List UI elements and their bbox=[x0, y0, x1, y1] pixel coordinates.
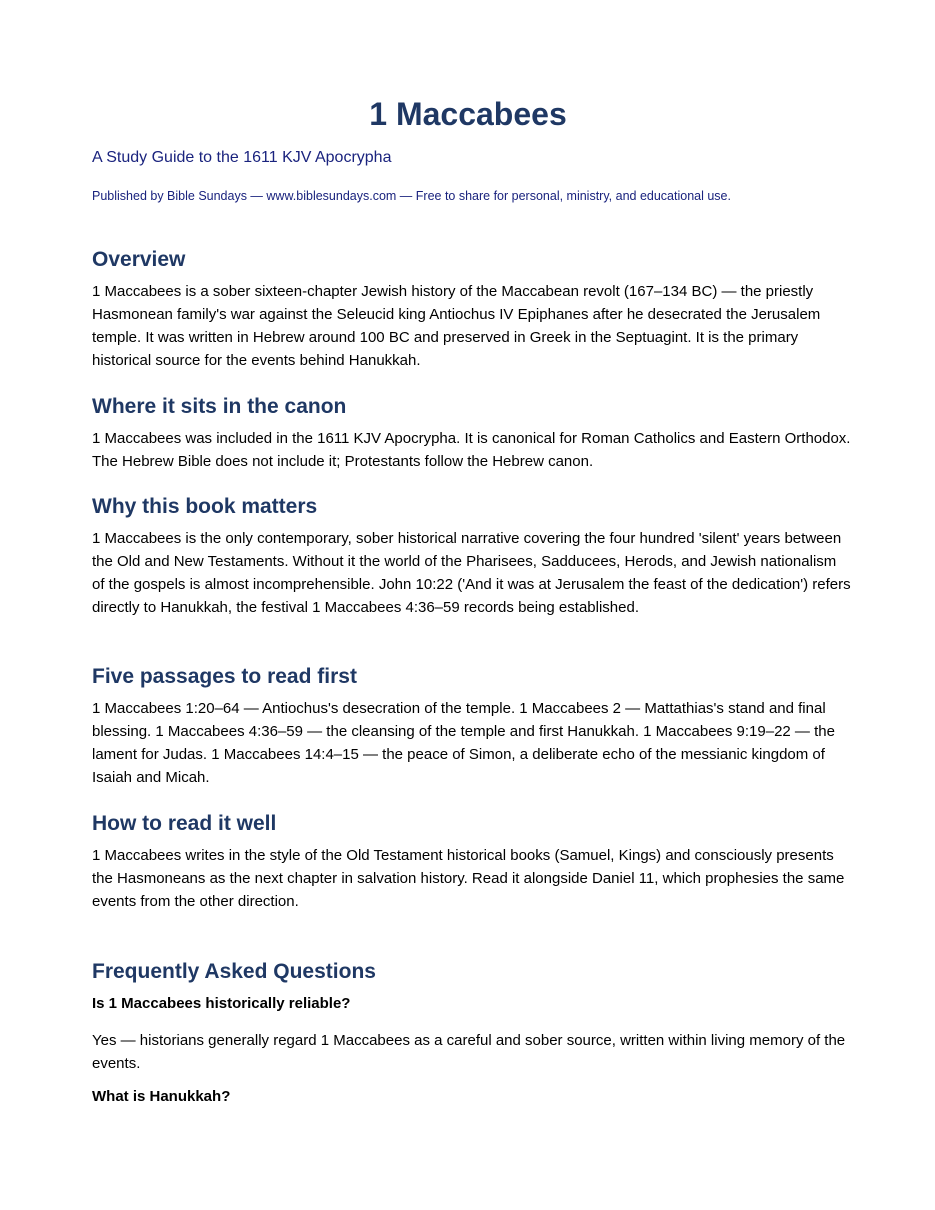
section-how-to-read bbox=[92, 811, 852, 913]
faq-section bbox=[92, 959, 852, 1107]
section-heading: Five passages to read first bbox=[92, 665, 357, 688]
section-body: 1 Maccabees 1:20–64 — Antiochus's desecration of the temple. 1 Maccabees 2 — Mattathias's stand and final blessing. 1 Maccabees 4:36–59 — the cleansing of the temple and first Hanukkah. 1 Maccabees 9:19–22 — the lament for Judas. 1 Maccabees 14:4–15 — the peace of Simon, a deliberate echo of the messianic kingdom of Isaiah and Micah. bbox=[92, 700, 835, 786]
faq-heading: Frequently Asked Questions bbox=[92, 960, 376, 983]
publisher-line: Published by Bible Sundays — www.biblesundays.com — Free to share for personal, ministry, and educational use. bbox=[92, 189, 731, 203]
section-canon bbox=[92, 394, 852, 473]
document-subtitle: A Study Guide to the 1611 KJV Apocrypha bbox=[92, 149, 392, 166]
section-body: 1 Maccabees is the only contemporary, sober historical narrative covering the four hundred 'silent' years between the Old and New Testaments. Without it the world of the Pharisees, Sadducees, Herods, and Jewish nationalism of the gospels is almost incomprehensible. John 10:22 ('And it was at Jerusalem the feast of the dedication') refers directly to Hanukkah, the festival 1 Maccabees 4:36–59 records being established. bbox=[92, 530, 851, 616]
faq-question: Is 1 Maccabees historically reliable? bbox=[92, 995, 351, 1012]
section-body: 1 Maccabees writes in the style of the Old Testament historical books (Samuel, Kings) and consciously presents the Hasmoneans as the next chapter in salvation history. Read it alongside Daniel 11, which prophesies the same events from the other direction. bbox=[92, 847, 845, 910]
section-why-it-matters bbox=[92, 494, 852, 619]
section-five-passages bbox=[92, 664, 852, 789]
faq-question: What is Hanukkah? bbox=[92, 1088, 231, 1105]
document-title: 1 Maccabees bbox=[369, 96, 567, 132]
section-overview bbox=[92, 247, 852, 372]
section-body: 1 Maccabees is a sober sixteen-chapter Jewish history of the Maccabean revolt (167–134 BC) — the priestly Hasmonean family's war against the Seleucid king Antiochus IV Epiphanes after he desecrated the Jerusalem temple. It was written in Hebrew around 100 BC and preserved in Greek in the Septuagint. It is the primary historical source for the events behind Hanukkah. bbox=[92, 283, 821, 369]
section-heading: Why this book matters bbox=[92, 495, 318, 518]
faq-answer: Yes — historians generally regard 1 Maccabees as a careful and sober source, written within living memory of the events. bbox=[92, 1032, 846, 1072]
section-heading: Where it sits in the canon bbox=[92, 395, 347, 418]
section-body: 1 Maccabees was included in the 1611 KJV Apocrypha. It is canonical for Roman Catholics and Eastern Orthodox. The Hebrew Bible does not include it; Protestants follow the Hebrew canon. bbox=[92, 430, 851, 470]
section-heading: How to read it well bbox=[92, 812, 277, 835]
section-heading: Overview bbox=[92, 248, 186, 271]
document-page bbox=[92, 0, 852, 1105]
